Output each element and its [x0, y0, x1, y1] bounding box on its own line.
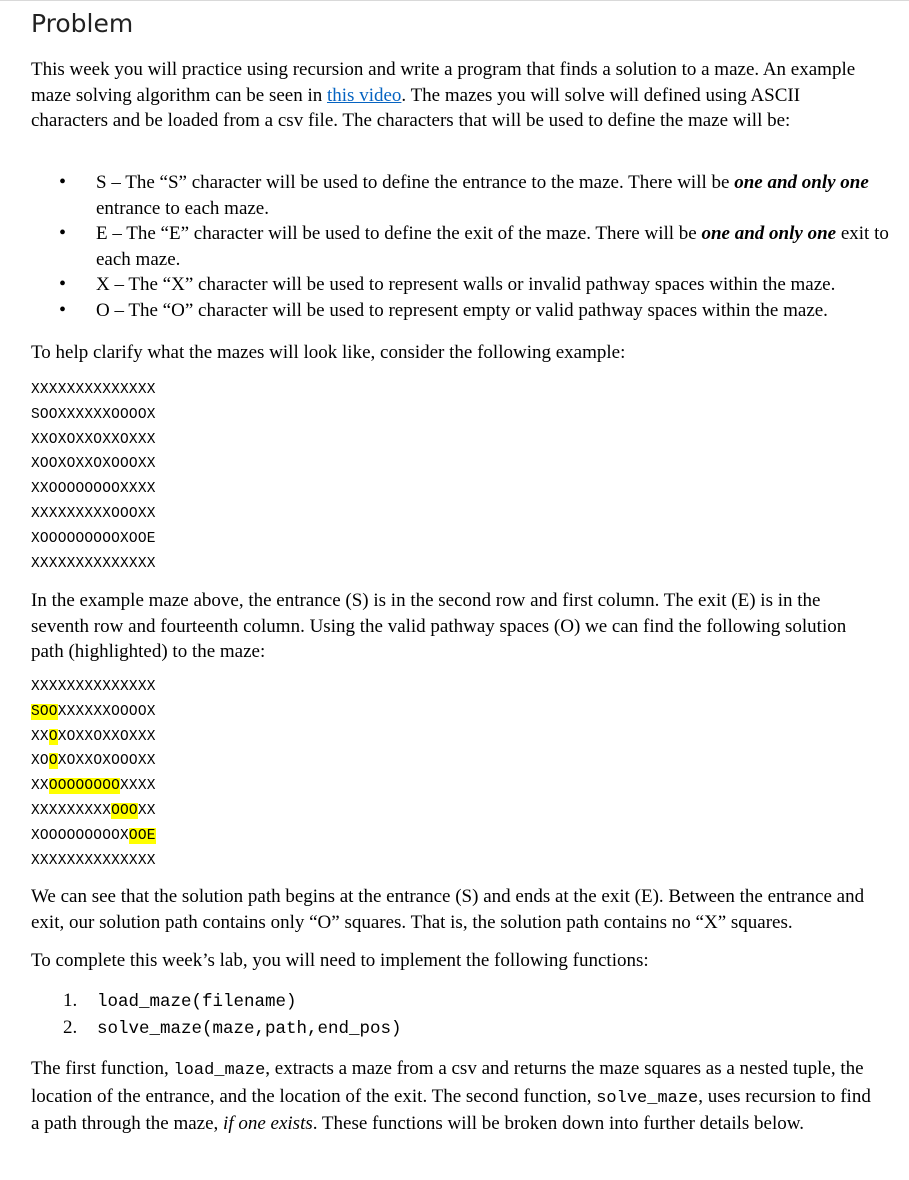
bullet-item-s: • S – The “S” character will be used to define the entrance to the maze. There will be one and only one entrance to each maze. — [31, 170, 891, 221]
maze-row: SOOXXXXXXOOOOX — [31, 703, 156, 720]
path-highlight: OOE — [128, 827, 156, 844]
bullet-item-o: • O – The “O” character will be used to represent empty or valid pathway spaces within the maze. — [31, 298, 891, 324]
explain-paragraph: In the example maze above, the entrance (S) is in the second row and first column. The exit (E) is in the seventh row and fourteenth column. Using the valid pathway spaces (O) we can find the following solution path (highlighted) to the maze: — [31, 590, 847, 662]
path-highlight: SOO — [31, 703, 58, 720]
example-maze — [31, 378, 156, 576]
function-item: 1. load_maze(filename) — [63, 990, 297, 1012]
maze-row: XXOOOOOOOOXXXX — [31, 778, 156, 795]
maze-row: XXXXXXXXXOOOXX — [31, 802, 156, 819]
path-highlight: OOOOOOOO — [48, 778, 121, 795]
bullet-item-e: • E – The “E” character will be used to define the exit of the maze. There will be one and only one exit to each maze. — [31, 221, 891, 272]
maze-row: XXXXXXXXXXXXXX — [31, 679, 156, 695]
function-item: 2. solve_maze(maze,path,end_pos) — [63, 1017, 402, 1039]
video-link[interactable]: this video — [327, 84, 402, 106]
maze-row: XOOOOOOOOOXOOE — [31, 827, 156, 844]
maze-row: XXOXOXXOXXOXXX — [31, 431, 156, 448]
final-paragraph: The first function, load_maze, extracts a maze from a csv and returns the maze squares as a nested tuple, the location of the entrance, and the location of the exit. The second function, solve_maze, uses recursion to find a path through the maze, if one exists. These functions will be broken down into further details below. — [31, 1058, 871, 1134]
top-divider — [0, 0, 909, 1]
inline-code: load_maze — [173, 1061, 266, 1080]
page-title: Problem — [31, 9, 134, 38]
path-highlight: O — [48, 728, 58, 745]
maze-row: XXXXXXXXXXXXXX — [31, 852, 156, 869]
maze-row: SOOXXXXXXOOOOX — [31, 406, 156, 423]
path-highlight: OOO — [111, 802, 138, 819]
maze-row: XOOOOOOOOOXOOE — [31, 530, 156, 547]
maze-row: XXXXXXXXXXXXXX — [31, 555, 156, 572]
bullet-item-x: • X – The “X” character will be used to represent walls or invalid pathway spaces within the maze. — [31, 272, 891, 298]
inline-code: solve_maze — [596, 1088, 699, 1108]
maze-row: XXOXOXXOXXOXXX — [31, 728, 156, 745]
maze-row: XOOXOXXOXOOOXX — [31, 456, 156, 473]
maze-row: XXXXXXXXXXXXXX — [31, 382, 156, 398]
clarify-paragraph: To help clarify what the mazes will look like, consider the following example: — [31, 342, 626, 363]
path-highlight: O — [48, 753, 58, 770]
maze-row: XXXXXXXXXOOOXX — [31, 505, 156, 522]
maze-row: XOOXOXXOXOOOXX — [31, 753, 156, 770]
character-definitions-list — [31, 170, 891, 323]
solution-paragraph: We can see that the solution path begins at the entrance (S) and ends at the exit (E). Between the entrance and exit, our solution path contains only “O” squares. That is, the solution path contains no “X” squares. — [31, 886, 865, 933]
function-list — [31, 988, 402, 1042]
maze-row: XXOOOOOOOOXXXX — [31, 481, 156, 498]
solution-maze — [31, 675, 156, 873]
intro-paragraph: This week you will practice using recursion and write a program that finds a solution to a maze. An example maze solving algorithm can be seen in this video. The mazes you will solve will defined using ASCII characters and be loaded from a csv file. The characters that will be used to define the maze will be: — [31, 59, 856, 131]
complete-paragraph: To complete this week’s lab, you will need to implement the following functions: — [31, 950, 649, 971]
